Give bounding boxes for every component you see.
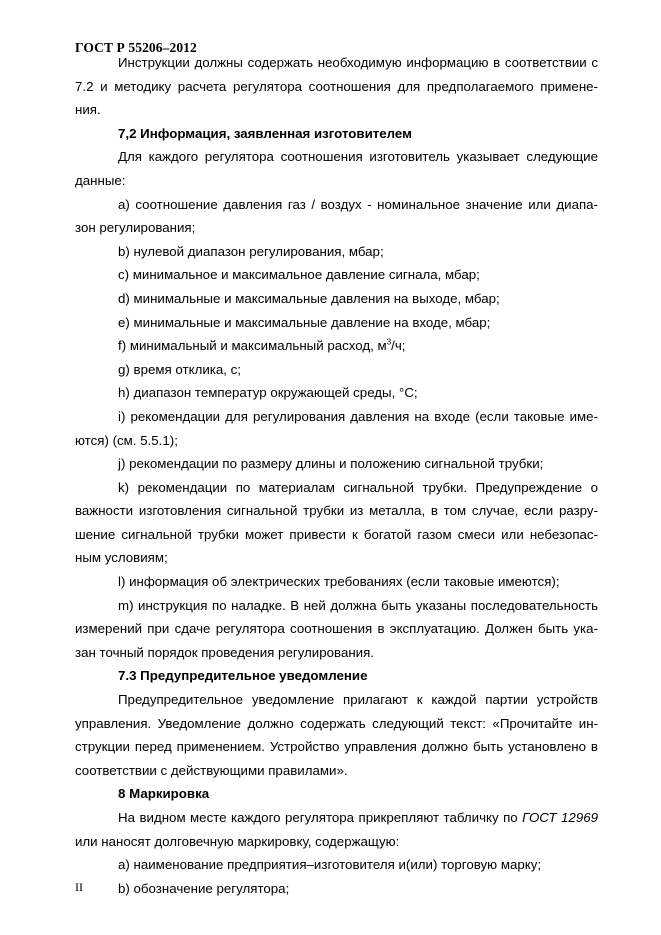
line-text: 7.3 Предупредительное уведомление — [118, 668, 368, 684]
text-line — [75, 240, 598, 264]
line-text: 7,2 Информация, заявленная изготовителем — [118, 125, 412, 141]
line-text: j) рекомендации по размеру длины и положению сигнальной трубки; — [118, 456, 544, 472]
line-text: На видном месте каждого регулятора прикрепляют табличку по — [118, 810, 523, 825]
text-line — [75, 429, 598, 453]
text-line — [75, 735, 598, 759]
line-text: ния. — [75, 102, 101, 118]
text-line — [75, 877, 598, 901]
line-text: k) рекомендации по материалам сигнальной трубки. Предупреждение о — [118, 479, 598, 495]
line-text: b) обозначение регулятора; — [118, 880, 290, 896]
line-text: g) время отклика, с; — [118, 361, 241, 377]
line-text: 8 Маркировка — [118, 786, 210, 802]
line-text: а) соотношение давления газ / воздух - номинальное значение или диапа- — [118, 196, 598, 212]
text-line — [75, 452, 598, 476]
document-header: ГОСТ Р 55206–2012 — [75, 40, 197, 55]
text-line — [75, 830, 598, 854]
line-text: Предупредительное уведомление прилагают к каждой партии устройств — [118, 692, 598, 708]
text-line — [75, 145, 598, 169]
text-line — [75, 688, 598, 712]
line-text: 7.2 и методику расчета регулятора соотношения для предполагаемого примене- — [75, 78, 598, 94]
line-text: b) нулевой диапазон регулирования, мбар; — [118, 243, 384, 259]
text-line — [75, 594, 598, 618]
line-text: важности изготовления сигнальной трубки из металла, в том случае, если разру- — [75, 503, 598, 519]
line-text: зан точный порядок проведения регулирования. — [75, 644, 375, 660]
line-text: соответствии с действующими правилами». — [75, 762, 348, 778]
text-line — [75, 75, 598, 99]
line-text: h) диапазон температур окружающей среды, °С; — [118, 385, 418, 401]
text-line — [75, 193, 598, 217]
text-line — [75, 169, 598, 193]
text-line — [75, 570, 598, 594]
text-line — [75, 853, 598, 877]
section-heading — [75, 122, 598, 146]
line-text: e) минимальные и максимальные давление на входе, мбар; — [118, 314, 491, 330]
line-text: c) минимальное и максимальное давление сигнала, мбар; — [118, 267, 480, 283]
text-line — [75, 405, 598, 429]
line-text: m) инструкция по наладке. В ней должна быть указаны последовательность — [118, 597, 598, 613]
line-text: данные: — [75, 172, 126, 188]
line-text: Инструкции должны содержать необходимую информацию в соответствии с — [118, 55, 598, 70]
line-text: ются) (см. 5.5.1); — [75, 432, 178, 448]
line-text: Для каждого регулятора соотношения изготовитель указывает следующие — [118, 149, 598, 165]
line-text: или наносят долговечную маркировку, содержащую: — [75, 833, 400, 849]
section-heading — [75, 664, 598, 688]
line-text: i) рекомендации для регулирования давления на входе (если таковые име- — [118, 408, 598, 424]
text-line — [75, 476, 598, 500]
line-text: ным условиям; — [75, 550, 168, 566]
text-line — [75, 806, 598, 830]
text-line — [75, 263, 598, 287]
text-line — [75, 381, 598, 405]
text-line — [75, 287, 598, 311]
text-line — [75, 712, 598, 736]
document-body — [75, 51, 598, 900]
line-text: струкции перед применением. Устройство управления должно быть установлено в — [75, 739, 598, 755]
superscript: 3 — [386, 337, 392, 347]
text-line — [75, 546, 598, 570]
text-line — [75, 334, 598, 358]
line-text: измерений при сдаче регулятора соотношения в эксплуатацию. Должен быть ука- — [75, 621, 598, 637]
text-line — [75, 499, 598, 523]
line-text: шение сигнальной трубки может привести к богатой газом смеси или небезопас- — [75, 526, 598, 542]
text-line — [75, 311, 598, 335]
text-line — [75, 216, 598, 240]
text-line — [75, 641, 598, 665]
text-line — [75, 523, 598, 547]
line-text: зон регулирования; — [75, 220, 196, 236]
line-text: f) минимальный и максимальный расход, м — [118, 338, 387, 354]
page-number: II — [75, 880, 83, 894]
text-line — [75, 617, 598, 641]
line-text: l) информация об электрических требованиях (если таковые имеются); — [118, 574, 560, 590]
standard-reference: ГОСТ 12969 — [522, 810, 598, 825]
text-line — [75, 358, 598, 382]
text-line — [75, 51, 598, 75]
line-text: d) минимальные и максимальные давления на выходе, мбар; — [118, 290, 500, 306]
line-text-suffix: /ч; — [391, 338, 406, 354]
section-heading — [75, 782, 598, 806]
line-text: управления. Уведомление должно содержать следующий текст: «Прочитайте ин- — [75, 715, 598, 731]
text-line — [75, 759, 598, 783]
text-line — [75, 98, 598, 122]
line-text: a) наименование предприятия–изготовителя и(или) торговую марку; — [118, 857, 542, 873]
